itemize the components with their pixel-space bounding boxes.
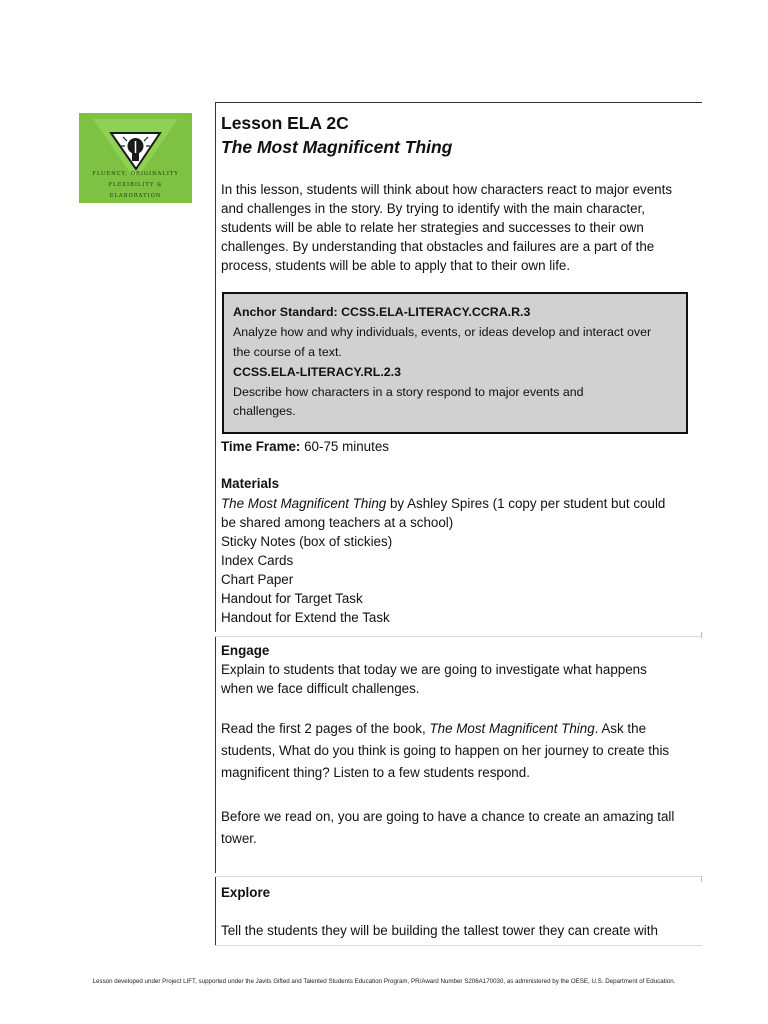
intro-line: and challenges in the story. By trying to identify with the main character,: [221, 201, 646, 216]
engage-heading: Engage: [221, 643, 270, 658]
rl-standard-text: challenges.: [233, 404, 296, 418]
intro-line: In this lesson, students will think about how characters react to major events: [221, 182, 673, 197]
program-logo: [79, 113, 192, 203]
materials-item: Handout for Target Task: [221, 591, 363, 606]
materials-item: Sticky Notes (box of stickies): [221, 534, 393, 549]
materials-item: Handout for Extend the Task: [221, 610, 390, 625]
section-divider: [215, 876, 702, 877]
explore-heading: Explore: [221, 885, 271, 900]
intro-line: students will be able to relate her strategies and successes to their own: [221, 220, 644, 235]
engage-book-title: The Most Magnificent Thing: [429, 721, 595, 736]
book-details: by Ashley Spires (1 copy per student but could: [386, 496, 666, 511]
materials-book: [221, 494, 665, 513]
engage-read-prefix: Read the first 2 pages of the book,: [221, 721, 430, 736]
engage-text: Before we read on, you are going to have a chance to create an amazing tall: [221, 809, 675, 824]
engage-text: Explain to students that today we are going to investigate what happens: [221, 662, 647, 677]
anchor-standard-text: Analyze how and why individuals, events, or ideas develop and interact over: [233, 325, 652, 339]
materials-heading: Materials: [221, 476, 280, 491]
time-frame: [221, 437, 389, 456]
lesson-title: The Most Magnificent Thing: [221, 137, 453, 157]
engage-text: magnificent thing? Listen to a few students respond.: [221, 765, 530, 780]
materials-book-line2: be shared among teachers at a school): [221, 515, 454, 530]
content-frame-left: [215, 102, 216, 632]
section-divider: [215, 636, 702, 637]
intro-line: challenges. By understanding that obstacles and failures are a part of the: [221, 239, 655, 254]
time-frame-label: Time Frame:: [221, 439, 301, 454]
engage-text: tower.: [221, 831, 257, 846]
divider-tick: [701, 876, 702, 882]
logo-tagline-line3: ELABORATION: [109, 193, 162, 199]
rl-standard-heading: CCSS.ELA-LITERACY.RL.2.3: [233, 365, 401, 379]
logo-tagline-line1: FLUENCY, ORIGINALITY: [92, 171, 179, 177]
engage-text: when we face difficult challenges.: [221, 681, 420, 696]
explore-text: Tell the students they will be building the tallest tower they can create with: [221, 923, 658, 938]
engage-text: students, What do you think is going to happen on her journey to create this: [221, 743, 670, 758]
engage-frame-left: [215, 637, 216, 873]
lesson-code: Lesson ELA 2C: [221, 113, 349, 133]
time-frame-value: 60-75 minutes: [300, 439, 389, 454]
anchor-standard-heading: Anchor Standard: CCSS.ELA-LITERACY.CCRA.R.3: [233, 305, 531, 319]
intro-line: process, students will be able to apply that to their own life.: [221, 258, 571, 273]
standards-box: [222, 292, 688, 434]
engage-read-suffix: . Ask the: [594, 721, 647, 736]
book-title: The Most Magnificent Thing: [221, 496, 387, 511]
materials-item: Chart Paper: [221, 572, 294, 587]
footer-note: Lesson developed under Project LIFT, supported under the Javits Gifted and Talented Students Education Program, PR/Award Number S206A170030, as administered by the OESE, U.S. Department of Education.: [92, 978, 676, 985]
lightbulb-triangle-icon: [79, 113, 192, 203]
rl-standard-text: Describe how characters in a story respond to major events and: [233, 385, 584, 399]
section-divider: [215, 945, 702, 946]
logo-tagline-line2: FLEXIBILITY &: [108, 182, 163, 188]
content-frame-top: [215, 102, 702, 103]
divider-tick: [701, 632, 702, 638]
engage-read-line: [221, 719, 646, 738]
explore-frame-left: [215, 877, 216, 945]
materials-item: Index Cards: [221, 553, 294, 568]
anchor-standard-text: the course of a text.: [233, 345, 342, 359]
